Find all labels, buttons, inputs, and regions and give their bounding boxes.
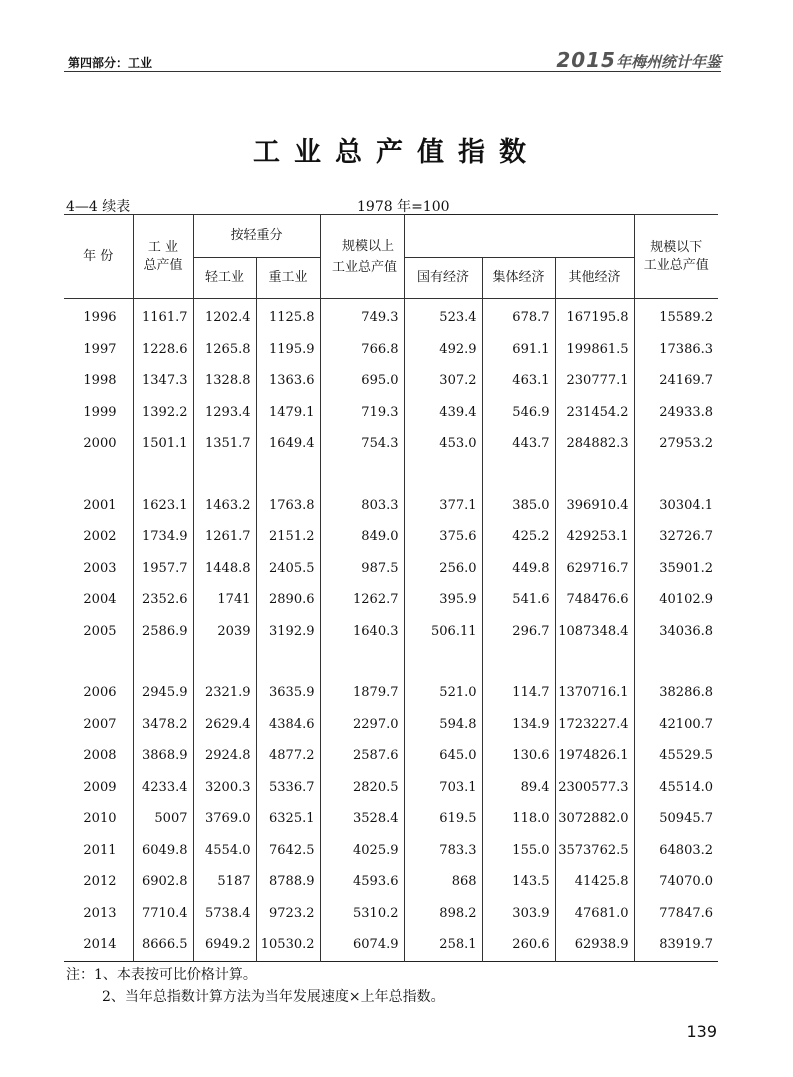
value-cell: 1262.7 bbox=[320, 584, 404, 616]
value-cell: 143.5 bbox=[482, 866, 555, 898]
value-cell: 1347.3 bbox=[133, 365, 193, 397]
table-row bbox=[64, 740, 718, 772]
value-cell: 284882.3 bbox=[555, 428, 634, 460]
value-cell: 453.0 bbox=[404, 428, 482, 460]
value-cell: 3192.9 bbox=[256, 616, 320, 648]
value-cell: 7642.5 bbox=[256, 835, 320, 867]
value-cell: 17386.3 bbox=[634, 334, 718, 366]
gap-cell bbox=[193, 460, 256, 490]
value-cell: 678.7 bbox=[482, 299, 555, 334]
index-table bbox=[64, 214, 718, 962]
value-cell: 541.6 bbox=[482, 584, 555, 616]
value-cell: 1957.7 bbox=[133, 553, 193, 585]
value-cell: 2629.4 bbox=[193, 709, 256, 741]
value-cell: 42100.7 bbox=[634, 709, 718, 741]
value-cell: 3478.2 bbox=[133, 709, 193, 741]
value-cell: 5007 bbox=[133, 803, 193, 835]
header-collective: 集体经济 bbox=[482, 258, 555, 299]
table-row bbox=[64, 616, 718, 648]
year-cell: 2010 bbox=[83, 811, 117, 826]
value-cell: 50945.7 bbox=[634, 803, 718, 835]
value-cell: 62938.9 bbox=[555, 929, 634, 961]
value-cell: 24933.8 bbox=[634, 397, 718, 429]
value-cell: 1463.2 bbox=[193, 490, 256, 522]
gap-cell bbox=[555, 460, 634, 490]
value-cell: 1370716.1 bbox=[555, 677, 634, 709]
value-cell: 307.2 bbox=[404, 365, 482, 397]
value-cell: 64803.2 bbox=[634, 835, 718, 867]
value-cell: 429253.1 bbox=[555, 521, 634, 553]
value-cell: 6049.8 bbox=[133, 835, 193, 867]
table-gap-row bbox=[64, 647, 718, 677]
value-cell: 9723.2 bbox=[256, 898, 320, 930]
value-cell: 5310.2 bbox=[320, 898, 404, 930]
value-cell: 719.3 bbox=[320, 397, 404, 429]
table-row bbox=[64, 397, 718, 429]
value-cell: 296.7 bbox=[482, 616, 555, 648]
value-cell: 898.2 bbox=[404, 898, 482, 930]
value-cell: 32726.7 bbox=[634, 521, 718, 553]
value-cell: 506.11 bbox=[404, 616, 482, 648]
table-id: 4—4 续表 bbox=[66, 199, 131, 215]
table-row bbox=[64, 803, 718, 835]
value-cell: 2151.2 bbox=[256, 521, 320, 553]
value-cell: 4025.9 bbox=[320, 835, 404, 867]
value-cell: 2820.5 bbox=[320, 772, 404, 804]
table-row bbox=[64, 772, 718, 804]
value-cell: 439.4 bbox=[404, 397, 482, 429]
year-cell: 2004 bbox=[83, 592, 117, 607]
year-cell: 2011 bbox=[83, 842, 117, 858]
header-ownership-spacer bbox=[404, 215, 634, 258]
value-cell: 1501.1 bbox=[133, 428, 193, 460]
value-cell: 377.1 bbox=[404, 490, 482, 522]
value-cell: 3635.9 bbox=[256, 677, 320, 709]
value-cell: 2321.9 bbox=[193, 677, 256, 709]
value-cell: 594.8 bbox=[404, 709, 482, 741]
yearbook-year: 2015 bbox=[556, 48, 616, 72]
gap-cell bbox=[404, 460, 482, 490]
value-cell: 2586.9 bbox=[133, 616, 193, 648]
value-cell: 1479.1 bbox=[256, 397, 320, 429]
value-cell: 2405.5 bbox=[256, 553, 320, 585]
value-cell: 83919.7 bbox=[634, 929, 718, 961]
value-cell: 645.0 bbox=[404, 740, 482, 772]
value-cell: 619.5 bbox=[404, 803, 482, 835]
value-cell: 30304.1 bbox=[634, 490, 718, 522]
value-cell: 5336.7 bbox=[256, 772, 320, 804]
value-cell: 849.0 bbox=[320, 521, 404, 553]
header-year: 年 份 bbox=[64, 215, 133, 299]
value-cell: 766.8 bbox=[320, 334, 404, 366]
value-cell: 546.9 bbox=[482, 397, 555, 429]
value-cell: 3769.0 bbox=[193, 803, 256, 835]
gap-cell bbox=[256, 647, 320, 677]
gap-cell bbox=[404, 647, 482, 677]
value-cell: 1363.6 bbox=[256, 365, 320, 397]
value-cell: 523.4 bbox=[404, 299, 482, 334]
gap-cell bbox=[482, 647, 555, 677]
value-cell: 1202.4 bbox=[193, 299, 256, 334]
value-cell: 3868.9 bbox=[133, 740, 193, 772]
value-cell: 425.2 bbox=[482, 521, 555, 553]
year-cell: 2007 bbox=[83, 716, 117, 732]
header-total-label: 工 业 总产值 bbox=[143, 239, 183, 273]
value-cell: 1640.3 bbox=[320, 616, 404, 648]
year-cell: 2008 bbox=[83, 748, 117, 763]
table-body bbox=[64, 299, 718, 962]
value-cell: 463.1 bbox=[482, 365, 555, 397]
value-cell: 987.5 bbox=[320, 553, 404, 585]
value-cell: 375.6 bbox=[404, 521, 482, 553]
table-row bbox=[64, 365, 718, 397]
value-cell: 10530.2 bbox=[256, 929, 320, 961]
value-cell: 749.3 bbox=[320, 299, 404, 334]
value-cell: 1087348.4 bbox=[555, 616, 634, 648]
year-cell: 2003 bbox=[83, 560, 117, 576]
value-cell: 521.0 bbox=[404, 677, 482, 709]
year-cell: 2001 bbox=[83, 497, 117, 513]
gap-cell bbox=[133, 460, 193, 490]
table-row bbox=[64, 553, 718, 585]
value-cell: 492.9 bbox=[404, 334, 482, 366]
table-row bbox=[64, 866, 718, 898]
value-cell: 385.0 bbox=[482, 490, 555, 522]
gap-cell bbox=[320, 647, 404, 677]
gap-cell bbox=[64, 647, 133, 677]
value-cell: 449.8 bbox=[482, 553, 555, 585]
notes bbox=[66, 964, 445, 1008]
value-cell: 3072882.0 bbox=[555, 803, 634, 835]
year-cell: 2006 bbox=[83, 685, 117, 700]
value-cell: 155.0 bbox=[482, 835, 555, 867]
value-cell: 3528.4 bbox=[320, 803, 404, 835]
value-cell: 1328.8 bbox=[193, 365, 256, 397]
value-cell: 4384.6 bbox=[256, 709, 320, 741]
table-row bbox=[64, 334, 718, 366]
value-cell: 4233.4 bbox=[133, 772, 193, 804]
value-cell: 1261.7 bbox=[193, 521, 256, 553]
value-cell: 629716.7 bbox=[555, 553, 634, 585]
year-cell: 2000 bbox=[83, 436, 117, 451]
gap-cell bbox=[555, 647, 634, 677]
value-cell: 114.7 bbox=[482, 677, 555, 709]
section-header: 第四部分：工业 bbox=[68, 56, 153, 70]
value-cell: 45529.5 bbox=[634, 740, 718, 772]
value-cell: 868 bbox=[404, 866, 482, 898]
value-cell: 6949.2 bbox=[193, 929, 256, 961]
note-2: 2、当年总指数计算方法为当年发展速度×上年总指数。 bbox=[102, 989, 445, 1005]
value-cell: 230777.1 bbox=[555, 365, 634, 397]
value-cell: 4593.6 bbox=[320, 866, 404, 898]
value-cell: 3573762.5 bbox=[555, 835, 634, 867]
header-rule bbox=[64, 71, 721, 72]
value-cell: 1228.6 bbox=[133, 334, 193, 366]
value-cell: 256.0 bbox=[404, 553, 482, 585]
value-cell: 754.3 bbox=[320, 428, 404, 460]
value-cell: 1195.9 bbox=[256, 334, 320, 366]
value-cell: 3200.3 bbox=[193, 772, 256, 804]
value-cell: 443.7 bbox=[482, 428, 555, 460]
yearbook-name: 年梅州统计年鉴 bbox=[615, 53, 721, 71]
value-cell: 2587.6 bbox=[320, 740, 404, 772]
gap-cell bbox=[64, 460, 133, 490]
value-cell: 24169.7 bbox=[634, 365, 718, 397]
gap-cell bbox=[256, 460, 320, 490]
value-cell: 1649.4 bbox=[256, 428, 320, 460]
value-cell: 303.9 bbox=[482, 898, 555, 930]
value-cell: 38286.8 bbox=[634, 677, 718, 709]
year-cell: 2014 bbox=[83, 937, 117, 952]
value-cell: 1974826.1 bbox=[555, 740, 634, 772]
header-light-heavy-group: 按轻重分 bbox=[193, 215, 320, 258]
value-cell: 748476.6 bbox=[555, 584, 634, 616]
value-cell: 695.0 bbox=[320, 365, 404, 397]
value-cell: 2297.0 bbox=[320, 709, 404, 741]
value-cell: 8666.5 bbox=[133, 929, 193, 961]
value-cell: 34036.8 bbox=[634, 616, 718, 648]
gap-cell bbox=[634, 647, 718, 677]
value-cell: 691.1 bbox=[482, 334, 555, 366]
value-cell: 7710.4 bbox=[133, 898, 193, 930]
value-cell: 130.6 bbox=[482, 740, 555, 772]
value-cell: 1448.8 bbox=[193, 553, 256, 585]
value-cell: 2352.6 bbox=[133, 584, 193, 616]
value-cell: 5187 bbox=[193, 866, 256, 898]
above-scale-label-line: 工业总产值 bbox=[332, 260, 398, 275]
value-cell: 4554.0 bbox=[193, 835, 256, 867]
value-cell: 134.9 bbox=[482, 709, 555, 741]
yearbook-header bbox=[556, 48, 721, 72]
table-row bbox=[64, 428, 718, 460]
value-cell: 1125.8 bbox=[256, 299, 320, 334]
value-cell: 1293.4 bbox=[193, 397, 256, 429]
header-above-scale-label bbox=[332, 236, 416, 278]
header-below-scale bbox=[634, 215, 718, 299]
value-cell: 2039 bbox=[193, 616, 256, 648]
page-number: 139 bbox=[686, 1022, 717, 1041]
table-row bbox=[64, 299, 718, 334]
header-total bbox=[133, 215, 193, 299]
gap-cell bbox=[634, 460, 718, 490]
value-cell: 27953.2 bbox=[634, 428, 718, 460]
value-cell: 167195.8 bbox=[555, 299, 634, 334]
header-state: 国有经济 bbox=[404, 258, 482, 299]
year-cell: 2002 bbox=[83, 529, 117, 544]
above-scale-label-line: 规模以上 bbox=[342, 239, 395, 254]
value-cell: 45514.0 bbox=[634, 772, 718, 804]
value-cell: 1734.9 bbox=[133, 521, 193, 553]
value-cell: 6902.8 bbox=[133, 866, 193, 898]
year-cell: 2013 bbox=[83, 905, 117, 921]
year-cell: 1998 bbox=[83, 373, 117, 388]
value-cell: 6074.9 bbox=[320, 929, 404, 961]
table-row bbox=[64, 709, 718, 741]
value-cell: 258.1 bbox=[404, 929, 482, 961]
value-cell: 231454.2 bbox=[555, 397, 634, 429]
value-cell: 4877.2 bbox=[256, 740, 320, 772]
value-cell: 1351.7 bbox=[193, 428, 256, 460]
table-row bbox=[64, 677, 718, 709]
value-cell: 1265.8 bbox=[193, 334, 256, 366]
year-cell: 1996 bbox=[83, 310, 117, 325]
value-cell: 89.4 bbox=[482, 772, 555, 804]
year-cell: 1997 bbox=[83, 341, 117, 357]
table-row bbox=[64, 490, 718, 522]
value-cell: 40102.9 bbox=[634, 584, 718, 616]
gap-cell bbox=[193, 647, 256, 677]
value-cell: 1161.7 bbox=[133, 299, 193, 334]
value-cell: 199861.5 bbox=[555, 334, 634, 366]
value-cell: 74070.0 bbox=[634, 866, 718, 898]
gap-cell bbox=[320, 460, 404, 490]
value-cell: 2924.8 bbox=[193, 740, 256, 772]
year-cell: 1999 bbox=[83, 404, 117, 420]
value-cell: 2300577.3 bbox=[555, 772, 634, 804]
value-cell: 396910.4 bbox=[555, 490, 634, 522]
value-cell: 118.0 bbox=[482, 803, 555, 835]
header-below-scale-label: 规模以下 工业总产值 bbox=[643, 239, 709, 273]
table-row bbox=[64, 929, 718, 961]
header-other: 其他经济 bbox=[555, 258, 634, 299]
value-cell: 2945.9 bbox=[133, 677, 193, 709]
header-heavy: 重工业 bbox=[256, 258, 320, 299]
table-row bbox=[64, 584, 718, 616]
value-cell: 1623.1 bbox=[133, 490, 193, 522]
value-cell: 5738.4 bbox=[193, 898, 256, 930]
year-cell: 2012 bbox=[83, 874, 117, 889]
value-cell: 783.3 bbox=[404, 835, 482, 867]
value-cell: 395.9 bbox=[404, 584, 482, 616]
value-cell: 1741 bbox=[193, 584, 256, 616]
year-cell: 2005 bbox=[83, 623, 117, 639]
value-cell: 77847.6 bbox=[634, 898, 718, 930]
page-title: 工业总产值指数 bbox=[253, 137, 540, 168]
gap-cell bbox=[133, 647, 193, 677]
value-cell: 8788.9 bbox=[256, 866, 320, 898]
value-cell: 6325.1 bbox=[256, 803, 320, 835]
table-row bbox=[64, 898, 718, 930]
value-cell: 35901.2 bbox=[634, 553, 718, 585]
value-cell: 803.3 bbox=[320, 490, 404, 522]
value-cell: 15589.2 bbox=[634, 299, 718, 334]
value-cell: 1392.2 bbox=[133, 397, 193, 429]
value-cell: 703.1 bbox=[404, 772, 482, 804]
value-cell: 260.6 bbox=[482, 929, 555, 961]
table-row bbox=[64, 521, 718, 553]
table-row bbox=[64, 835, 718, 867]
value-cell: 1763.8 bbox=[256, 490, 320, 522]
header-light: 轻工业 bbox=[193, 258, 256, 299]
gap-cell bbox=[482, 460, 555, 490]
value-cell: 47681.0 bbox=[555, 898, 634, 930]
table-gap-row bbox=[64, 460, 718, 490]
value-cell: 1723227.4 bbox=[555, 709, 634, 741]
year-cell: 2009 bbox=[83, 779, 117, 795]
base-year-note: 1978 年=100 bbox=[357, 199, 450, 215]
value-cell: 41425.8 bbox=[555, 866, 634, 898]
note-1: 注：1、本表按可比价格计算。 bbox=[66, 967, 257, 983]
value-cell: 1879.7 bbox=[320, 677, 404, 709]
value-cell: 2890.6 bbox=[256, 584, 320, 616]
